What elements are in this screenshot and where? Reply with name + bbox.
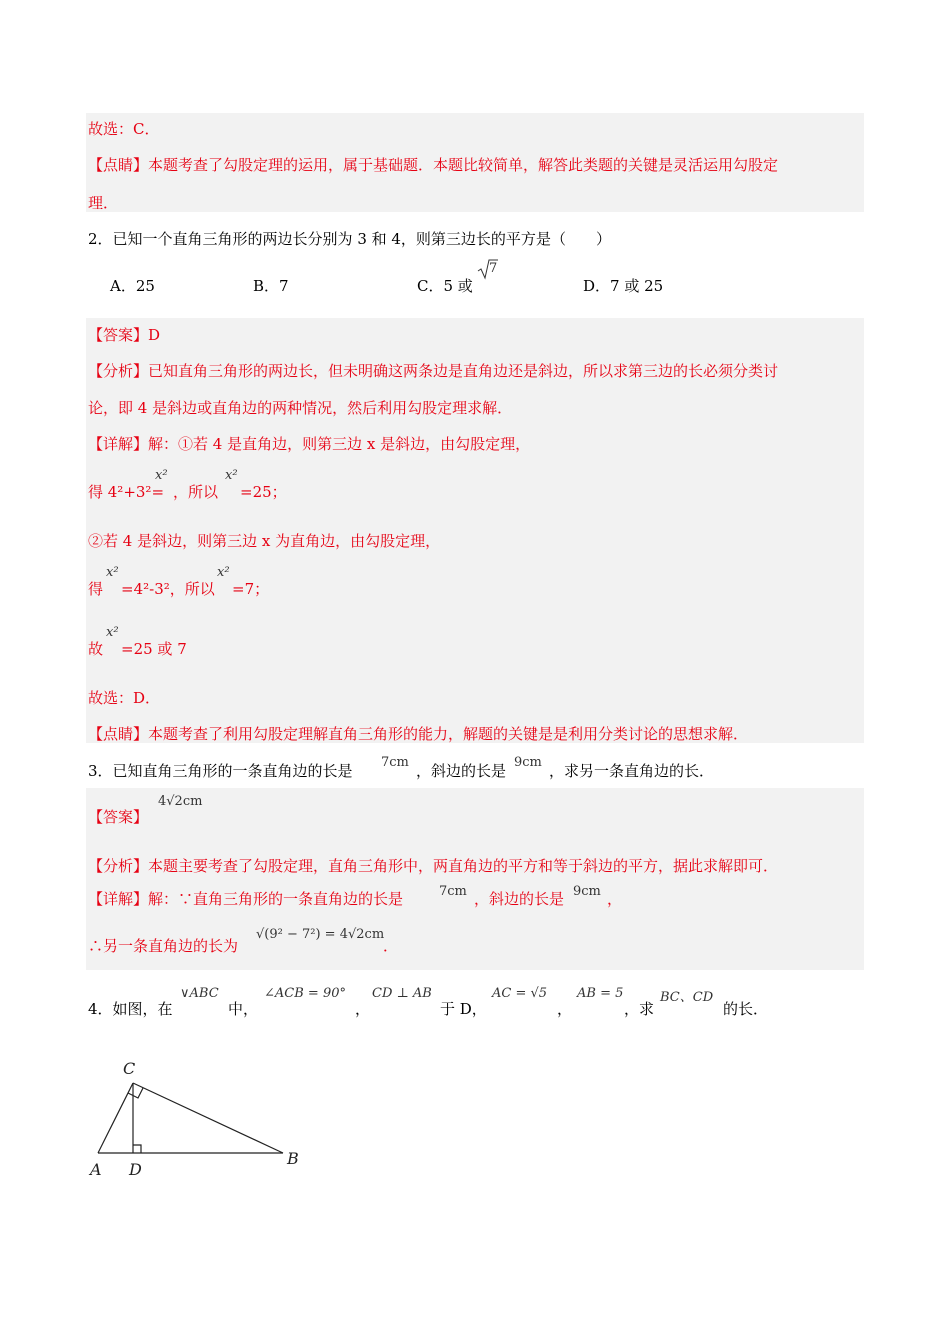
- question-4-e: ，: [557, 1000, 573, 1018]
- detail-line-5b: =25 或 7: [121, 640, 187, 658]
- length-9cm: 9cm: [514, 755, 542, 770]
- detail-line-6a: 【详解】解：∵直角三角形的一条直角边的长是: [88, 890, 404, 908]
- detail-line-6b: ，斜边的长是: [474, 890, 565, 908]
- label-c: C: [123, 1059, 136, 1078]
- ac-value: AC = √5: [492, 986, 548, 1001]
- detail-line-3: ②若 4 是斜边，则第三边 x 为直角边，由勾股定理，: [88, 532, 441, 550]
- label-a: A: [90, 1160, 102, 1179]
- x-squared-1: x²: [155, 468, 168, 483]
- therefore-line-a: ∴另一条直角边的长为: [88, 937, 239, 955]
- x-squared-2: x²: [225, 468, 238, 483]
- detail-line-4b: =4²-3²，所以: [121, 580, 215, 598]
- x-squared-4: x²: [217, 565, 230, 580]
- detail-line-5a: 故: [88, 640, 104, 658]
- analysis-line-2: 论，即 4 是斜边或直角边的两种情况，然后利用勾股定理求解．: [88, 399, 513, 417]
- angle-acb: ∠ACB = 90°: [264, 986, 346, 1001]
- question-4-a: 4．如图，在: [88, 1000, 173, 1018]
- answer-formula: 4√2cm: [158, 794, 203, 809]
- x-squared-5: x²: [106, 625, 119, 640]
- label-d: D: [129, 1160, 142, 1179]
- question-3-stem-b: ，斜边的长是: [416, 762, 507, 780]
- ab-value: AB = 5: [577, 986, 624, 1001]
- detail-7cm: 7cm: [439, 884, 467, 899]
- detail-line-6c: ，: [607, 890, 623, 908]
- option-b: B．7: [253, 277, 289, 295]
- option-d: D．7 或 25: [583, 277, 664, 295]
- triangle-abc: ∨ABC: [180, 986, 219, 1001]
- detail-line-2b: ，所以: [173, 483, 219, 501]
- detail-9cm: 9cm: [573, 884, 601, 899]
- question-3-stem-c: ，求另一条直角边的长．: [549, 762, 715, 780]
- question-4-g: 的长．: [723, 1000, 769, 1018]
- therefore-formula: √(9² − 7²) = 4√2cm: [256, 927, 385, 942]
- therefore-line-b: ．: [383, 937, 399, 955]
- answer-line: 【答案】D: [88, 326, 161, 344]
- right-angle-mark-d: [133, 1145, 141, 1153]
- option-c: C．5 或: [417, 277, 473, 295]
- cd-perp-ab: CD ⊥ AB: [372, 986, 432, 1001]
- choose-line-2: 故选：D．: [88, 689, 161, 707]
- x-squared-3: x²: [106, 565, 119, 580]
- detail-line-4c: =7；: [232, 580, 270, 598]
- analysis-line-1: 【分析】已知直角三角形的两边长，但未明确这两条边是直角边还是斜边，所以求第三边的长必须分类讨: [88, 362, 779, 380]
- detail-line-4a: 得: [88, 580, 104, 598]
- option-a: A．25: [110, 277, 155, 295]
- question-4-c: ，: [355, 1000, 371, 1018]
- comment-line-3: 【点睛】本题考查了利用勾股定理解直角三角形的能力，解题的关键是是利用分类讨论的思想求解．: [88, 725, 749, 743]
- detail-line-2c: =25；: [240, 483, 287, 501]
- answer-label: 【答案】: [88, 808, 149, 826]
- comment-line-1: 【点睛】本题考查了勾股定理的运用，属于基础题．本题比较简单，解答此类题的关键是灵活运用勾股定: [88, 156, 779, 174]
- side-cb: [133, 1083, 283, 1153]
- question-4-d: 于 D，: [440, 1000, 487, 1018]
- question-4-f: ，求: [624, 1000, 655, 1018]
- question-4-b: 中，: [228, 1000, 259, 1018]
- choose-line-1: 故选：C．: [88, 120, 160, 138]
- length-7cm: 7cm: [381, 755, 409, 770]
- comment-line-2: 理．: [88, 194, 119, 212]
- analysis-line-3: 【分析】本题主要考查了勾股定理，直角三角形中，两直角边的平方和等于斜边的平方，据此求解即可．: [88, 857, 779, 875]
- question-2-stem: 2．已知一个直角三角形的两边长分别为 3 和 4，则第三边长的平方是（ ）: [88, 230, 611, 248]
- detail-line-1: 【详解】解：①若 4 是直角边，则第三边 x 是斜边，由勾股定理，: [88, 435, 531, 453]
- radicand: 7: [489, 261, 498, 276]
- detail-line-2a: 得 4²+3²=: [88, 483, 165, 501]
- label-b: B: [287, 1149, 299, 1168]
- question-3-stem-a: 3．已知直角三角形的一条直角边的长是: [88, 762, 353, 780]
- bc-cd: BC、CD: [660, 990, 714, 1005]
